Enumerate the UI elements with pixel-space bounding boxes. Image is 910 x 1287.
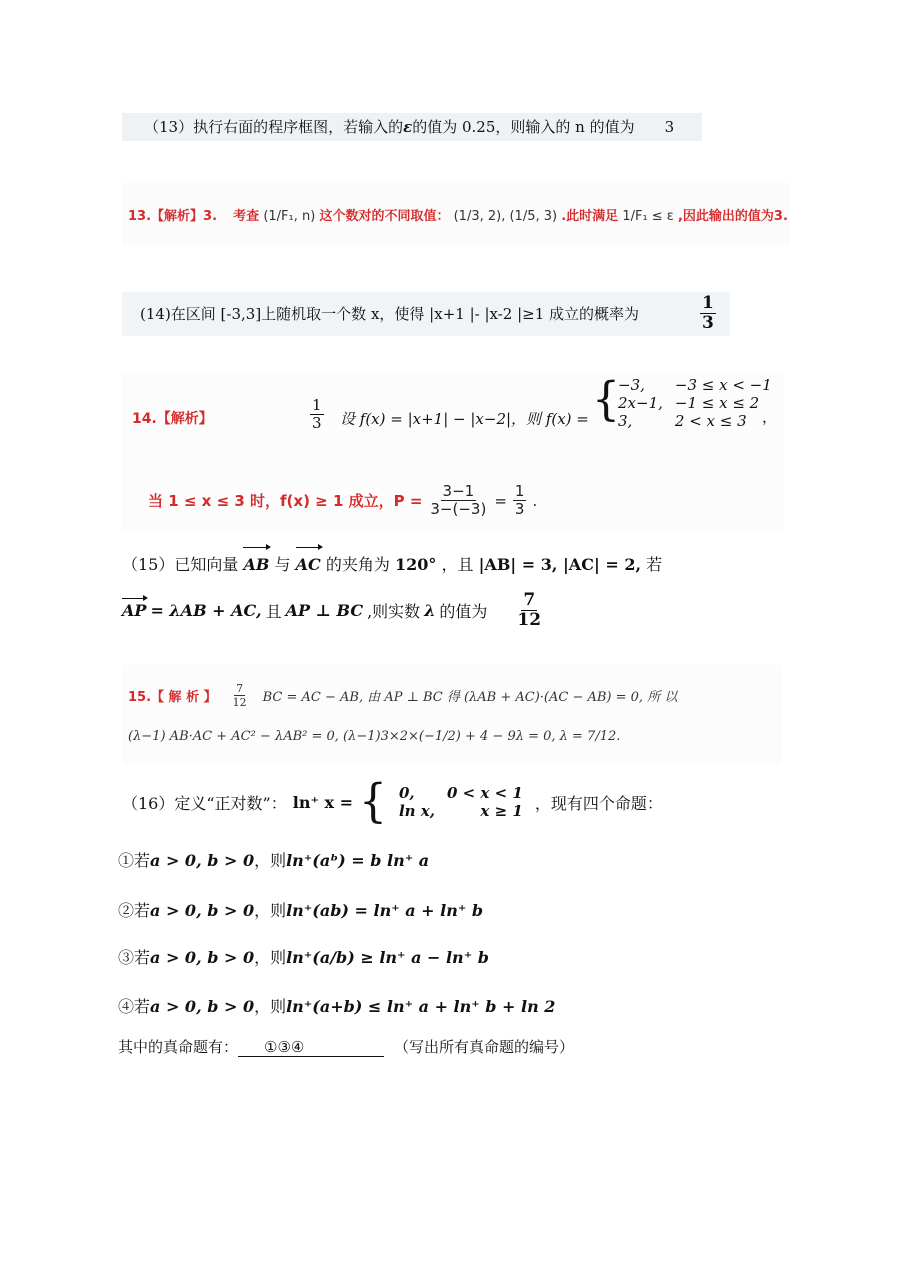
q15-l1-d: ，且 xyxy=(441,555,474,574)
case-value: −3, xyxy=(618,376,645,394)
sol13-text3: .此时满足 xyxy=(561,209,619,224)
q14-text: (14)在区间 [-3,3]上随机取一个数 x，使得 |x+1 |- |x-2 |≥1 成立的概率为 xyxy=(140,305,640,323)
sol14-tag: 14.【解析】 xyxy=(132,411,213,427)
case-row xyxy=(393,802,529,820)
vector-ap: AP xyxy=(122,601,147,620)
q15-l1-f: 若 xyxy=(646,555,663,574)
q15-l2-b: 且 xyxy=(265,602,282,621)
q16-lhs: ln⁺ x = xyxy=(292,792,353,812)
item-label: ①若 xyxy=(118,851,151,870)
item-cond: a > 0, b > 0 xyxy=(150,851,255,870)
solution-13 xyxy=(122,183,790,245)
sol13-pairs: (1/3, 2), (1/5, 3) xyxy=(453,209,558,224)
sol13-pair: (1/F₁, n) xyxy=(263,209,316,224)
q13-prefix: （13）执行右面的程序框图，若输入的 xyxy=(144,118,404,136)
solution-15 xyxy=(122,665,782,765)
sol15-ans-den: 12 xyxy=(232,696,247,709)
item-mid: ，则 xyxy=(254,997,287,1016)
q13-suffix: 的值为 0.25，则输入的 n 的值为 xyxy=(412,118,635,136)
final-note: （写出所有真命题的编号） xyxy=(394,1038,575,1056)
q15-line2 xyxy=(122,592,682,629)
case-cond: −3 ≤ x < −1 xyxy=(674,376,772,394)
sol14-answer xyxy=(310,398,324,431)
sol14-p-num: 3−1 xyxy=(442,482,475,500)
sol14-comma: ， xyxy=(762,408,778,426)
proposition-1 xyxy=(118,848,429,871)
sol14-line2 xyxy=(148,484,537,517)
q16-b: ，现有四个命题： xyxy=(534,793,663,813)
sol14-eq: = xyxy=(494,491,507,510)
q15-l1-e: |AB| = 3, |AC| = 2, xyxy=(478,555,642,574)
proposition-2 xyxy=(118,898,483,921)
q16-a: （16）定义“正对数”： xyxy=(122,793,287,813)
item-mid: ，则 xyxy=(254,948,287,967)
question-14 xyxy=(122,292,730,336)
q15-l2-e: 的值为 xyxy=(439,602,488,621)
sol15-answer xyxy=(231,683,249,708)
sol14-p-den: 3−(−3) xyxy=(430,500,487,518)
sol14-cases xyxy=(612,376,778,430)
sol14-ans-den: 3 xyxy=(312,414,322,432)
q14-answer-den: 3 xyxy=(702,313,714,333)
proposition-3 xyxy=(118,945,489,968)
q13-answer: 3 xyxy=(664,118,675,136)
sol13-text2: 这个数对的不同取值： xyxy=(319,209,450,224)
q14-answer-num: 1 xyxy=(702,293,714,313)
q15-l2-c: AP ⊥ BC xyxy=(285,601,364,620)
item-expr: ln⁺(aᵇ) = b ln⁺ a xyxy=(286,851,430,870)
sol15-l1: BC = AC − AB, 由 AP ⊥ BC 得 (λAB + AC)·(AC − AB) = 0, 所 以 xyxy=(262,690,678,705)
q16-brace: { xyxy=(358,774,387,829)
case-cond: 2 < x ≤ 3 xyxy=(674,412,747,430)
sol14-res-num: 1 xyxy=(514,482,525,500)
item-label: ③若 xyxy=(118,948,151,967)
item-expr: ln⁺(a+b) ≤ ln⁺ a + ln⁺ b + ln 2 xyxy=(286,997,556,1016)
sol14-ans-num: 1 xyxy=(312,396,322,414)
item-cond: a > 0, b > 0 xyxy=(150,997,255,1016)
item-mid: ，则 xyxy=(254,851,287,870)
case-value: 0, xyxy=(398,784,415,802)
vector-ac: AC xyxy=(296,550,321,580)
sol15-ans-num: 7 xyxy=(236,682,244,695)
question-16 xyxy=(122,774,722,829)
sol15-tag: 15.【 解 析 】 xyxy=(128,690,217,705)
sol13-text1: 考查 xyxy=(233,209,260,224)
q15-l2-d: ,则实数 xyxy=(367,602,421,621)
item-label: ②若 xyxy=(118,901,151,920)
case-value: 3, xyxy=(618,412,633,430)
item-label: ④若 xyxy=(118,997,151,1016)
q15-l2-a: = λAB + AC, xyxy=(150,601,262,620)
q16-cases xyxy=(393,784,529,820)
question-15 xyxy=(122,550,682,629)
solution-14 xyxy=(122,372,784,532)
q14-answer xyxy=(700,295,716,332)
q15-answer xyxy=(515,592,543,629)
item-expr: ln⁺(ab) = ln⁺ a + ln⁺ b xyxy=(286,901,484,920)
sol14-brace: { xyxy=(592,372,620,427)
sol14-line2-prefix: 当 1 ≤ x ≤ 3 时，f(x) ≥ 1 成立，P = xyxy=(148,492,423,510)
sol14-res-den: 3 xyxy=(514,500,525,518)
question-13 xyxy=(122,113,702,141)
item-mid: ，则 xyxy=(254,901,287,920)
case-row xyxy=(393,784,529,802)
item-expr: ln⁺(a/b) ≥ ln⁺ a − ln⁺ b xyxy=(286,948,489,967)
sol13-tag: 13.【解析】3. xyxy=(128,209,218,224)
case-value: ln x, xyxy=(398,802,435,820)
case-cond: x ≥ 1 xyxy=(480,802,523,820)
q15-l1-c: 的夹角为 xyxy=(325,555,390,574)
sol15-line1 xyxy=(128,683,677,708)
case-row xyxy=(612,394,778,412)
final-answer-blank: ①③④ xyxy=(238,1038,384,1057)
sol13-text4: ,因此输出的值为3. xyxy=(677,209,788,224)
case-row xyxy=(612,376,778,394)
case-value: 2x−1, xyxy=(618,394,663,412)
sol15-l2: (λ−1) AB·AC + AC² − λAB² = 0, (λ−1)3×2×(−1/2) + 4 − 9λ = 0, λ = 7/12. xyxy=(128,729,621,744)
case-cond: −1 ≤ x ≤ 2 xyxy=(674,394,760,412)
case-cond: 0 < x < 1 xyxy=(446,784,523,802)
vector-ab: AB xyxy=(243,550,269,580)
q15-angle: 120° xyxy=(394,555,437,574)
q15-l1-b: 与 xyxy=(274,555,291,574)
sol14-p xyxy=(428,484,488,517)
item-cond: a > 0, b > 0 xyxy=(150,948,255,967)
q13-epsilon: ε xyxy=(403,118,413,136)
q15-ans-num: 7 xyxy=(523,590,536,610)
sol13-cond: 1/F₁ ≤ ε xyxy=(622,209,674,224)
final-answer-line xyxy=(118,1036,574,1057)
sol14-end: . xyxy=(532,491,538,510)
sol14-def: 设 f(x) = |x+1| − |x−2|，则 f(x) = xyxy=(340,410,589,428)
q15-lambda: λ xyxy=(424,601,436,620)
item-cond: a > 0, b > 0 xyxy=(150,901,255,920)
final-prefix: 其中的真命题有： xyxy=(118,1038,239,1056)
sol14-res xyxy=(513,484,527,517)
q15-l1-a: （15）已知向量 xyxy=(122,555,239,574)
q15-line1 xyxy=(122,550,682,580)
q15-ans-den: 12 xyxy=(517,610,542,630)
proposition-4 xyxy=(118,994,555,1017)
case-row xyxy=(612,412,778,430)
